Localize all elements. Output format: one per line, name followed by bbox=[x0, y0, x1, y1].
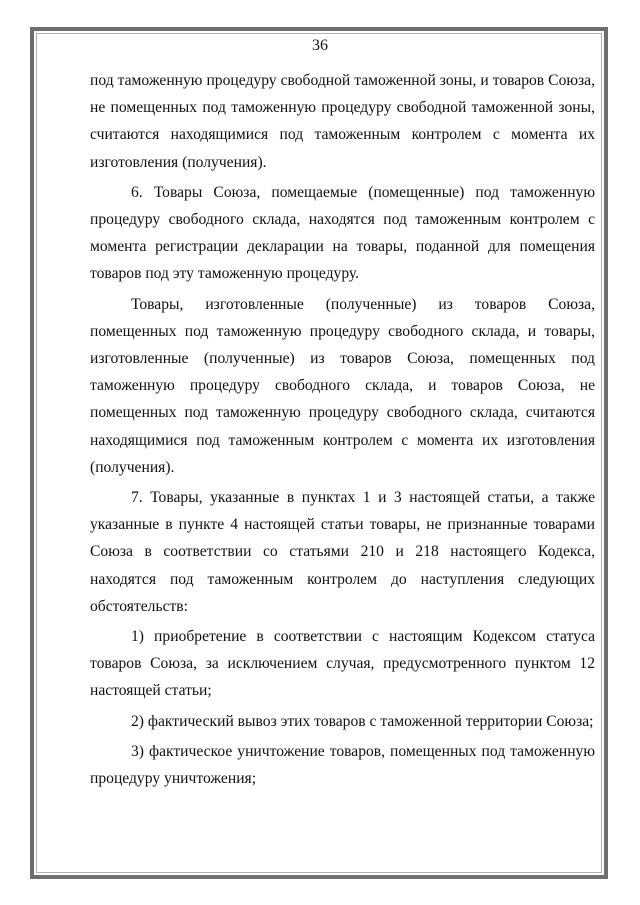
paragraph-item-6: 6. Товары Союза, помещаемые (помещенные) под таможенную процедуру свободного склада, находятся под таможенным контролем с момента регистрации декларации на товары, поданной для помещения товаров под эту таможенную процедуру. bbox=[90, 183, 595, 283]
paragraph-subitem-3: 3) фактическое уничтожение товаров, помещенных под таможенную процедуру уничтожения; bbox=[90, 742, 595, 788]
paragraph-goods-manufactured: Товары, изготовленные (полученные) из товаров Союза, помещенных под таможенную процедуру свободного склада, и товары, изготовленные (полученные) из товаров Союза, помещенных под таможенную процедуру свободного склада, и товаров Союза, не помещенных под таможенную процедуру свободного склада, считаются находящимися под таможенным контролем с момента их изготовления (получения). bbox=[90, 295, 595, 476]
paragraph-item-7: 7. Товары, указанные в пунктах 1 и 3 настоящей статьи, а также указанные в пункте 4 настоящей статьи товары, не признанные товарами Союза в соответствии со статьями 210 и 218 настоящего Кодекса, находятся под таможенным контролем до наступления следующих обстоятельств: bbox=[90, 489, 595, 615]
paragraph-subitem-2: 2) фактический вывоз этих товаров с таможенной территории Союза; bbox=[131, 712, 594, 730]
page-number: 36 bbox=[312, 37, 328, 54]
paragraph-continuation: под таможенную процедуру свободной таможенной зоны, и товаров Союза, не помещенных под таможенную процедуру свободной таможенной зоны, считаются находящимися под таможенным контролем с момента их изготовления (получения). bbox=[90, 72, 595, 171]
paragraph-subitem-1: 1) приобретение в соответствии с настоящим Кодексом статуса товаров Союза, за исключением случая, предусмотренного пунктом 12 настоящей статьи; bbox=[90, 628, 595, 700]
document-body bbox=[90, 67, 595, 795]
